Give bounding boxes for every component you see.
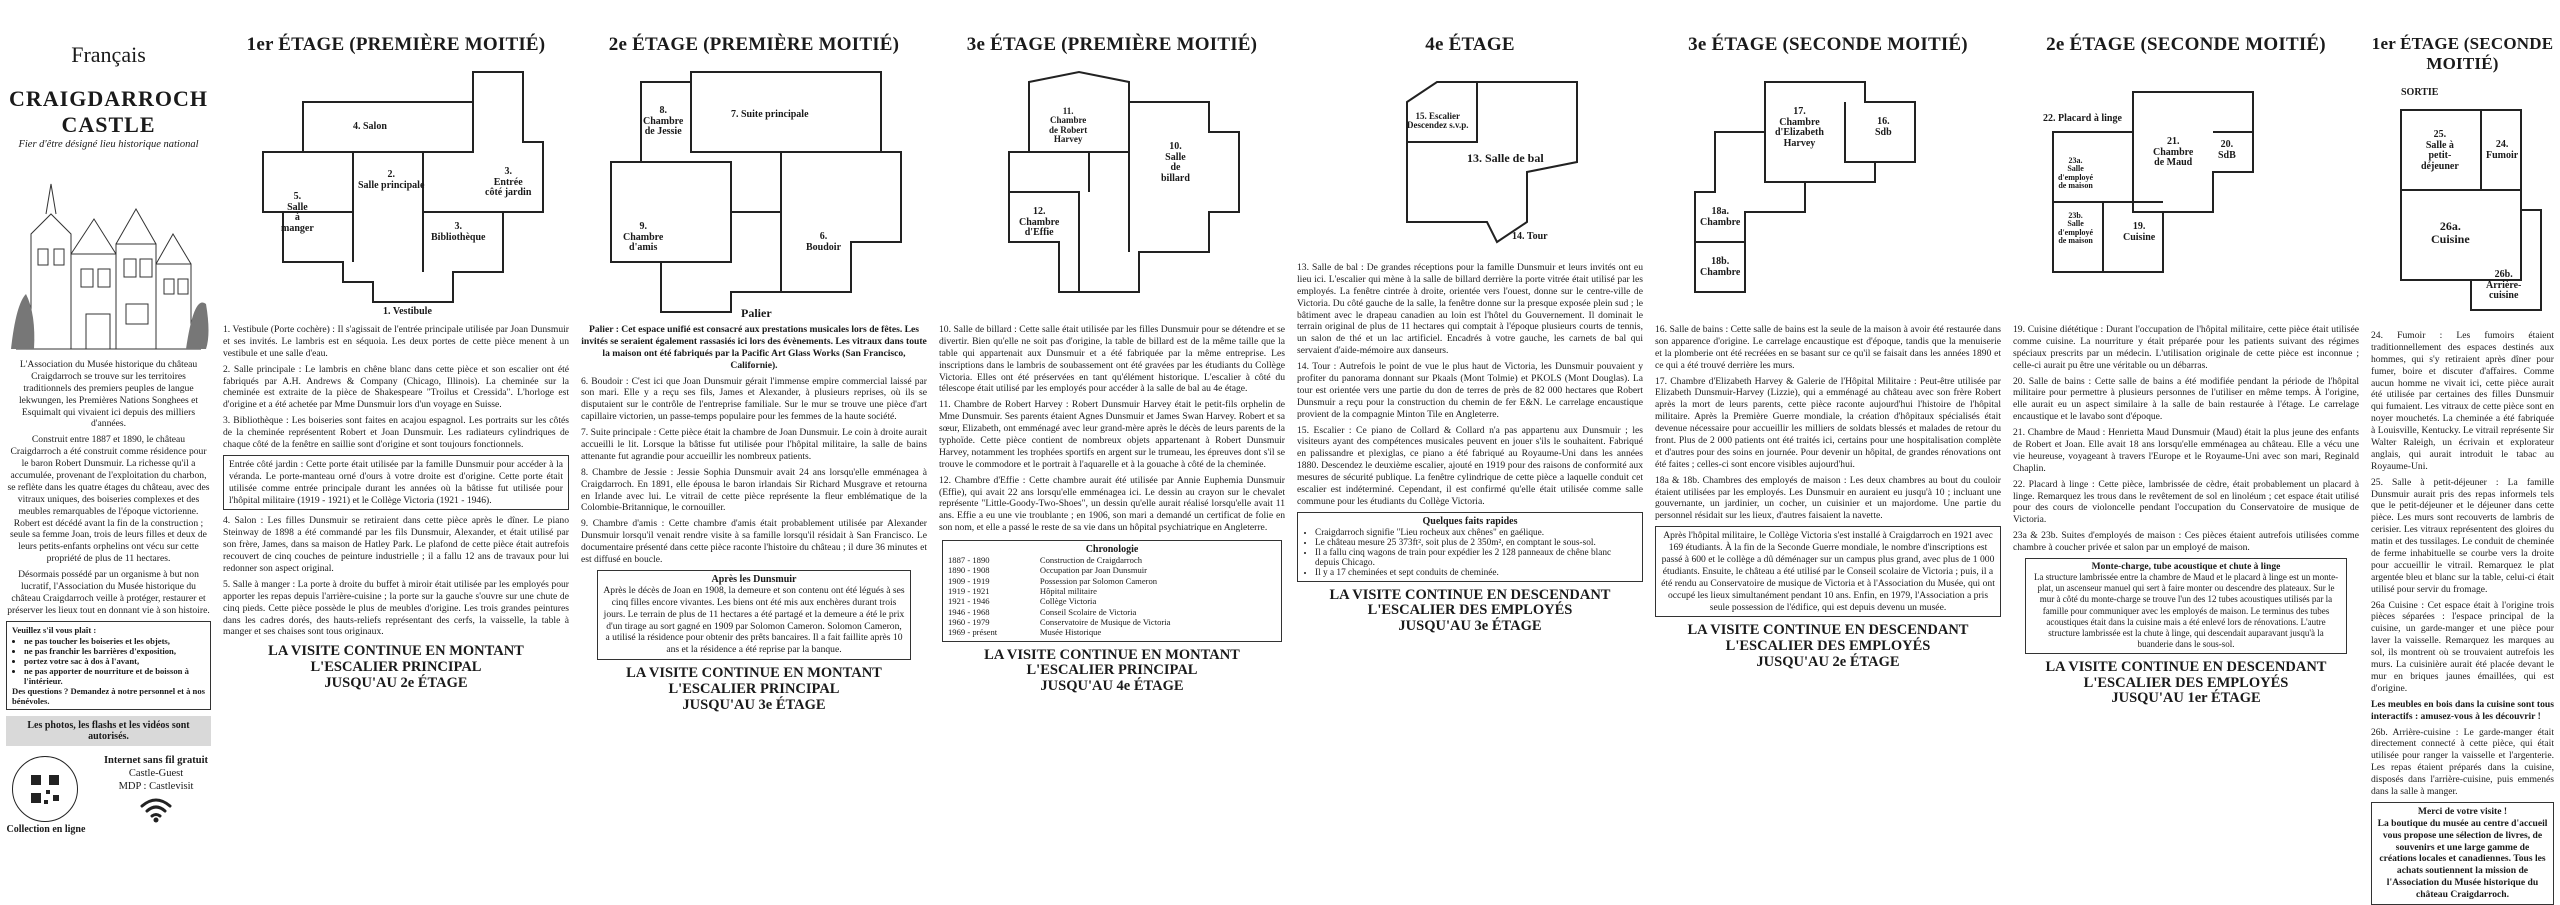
visitor-rules-box (6, 621, 211, 710)
room-label: 21. Chambre de Maud (2153, 136, 2194, 168)
rule-item: • ne pas apporter de nourriture et de boisson à l'intérieur. (24, 666, 205, 686)
wifi-icon (139, 797, 173, 823)
table-row: 1909 - 1919 Possession par Solomon Cameron (948, 575, 1158, 586)
room-label: 8. Chambre de Jessie (643, 105, 684, 137)
room-label: 18b. Chambre (1700, 256, 1741, 278)
room-description: 1. Vestibule (Porte cochère) : Il s'agissait de l'entrée principale utilisée par Joan Dunsmuir et ses invités. Le lambris est en séquoia. Les deux portes de cette pièce menent à un vestibule et une salle d'eau. (223, 324, 569, 359)
rules-title: Veuillez s'il vous plaît : (12, 624, 97, 635)
room-label: 16. Sdb (1875, 116, 1892, 138)
room-description: 15. Escalier : Ce piano de Collard & Collard n'a pas appartenu aux Dunsmuir ; les visiteurs ayant des compétences musicales peuvent en jouer s'ils le souhaitent. Fabriqué en palissandre et plexiglas, ce piano a été fabriqué au Royaume-Uni dans les années 1880. Descendez le deuxième escalier, ajouté en 1919 pour des raisons de conformité aux mesures de sécurité publique. La fenêtre cylindrique de cette pièce a laquelle conduit cet escalier est indéterminé. Cependant, il est confirmé qu'elle était utilisée comme salle commune pour les étudiants du Collège Victoria. (1297, 424, 1643, 507)
box-text: La structure lambrissée entre la chambre de Maud et le placard à linge est un monte-plat, un ascenseur manuel qui sert à faire monter ou descendre des plateaux. Sur le mur à côté du monte-charge se trouve l'un des 12 tubes acoustiques utilisés par la famille pour communiquer avec les employés de maison. Le terminus des tubes acoustiques était dans la cuisine mais a été enlevé lors de rénovations. L'autre structure lambrissée est la chute à linge, qui descendait auparavant jusqu'à la buanderie dans le sous-sol. (2033, 572, 2339, 649)
table-row: 1890 - 1908 Occupation par Joan Dunsmuir (948, 565, 1148, 576)
floor-plan (1297, 62, 1643, 262)
section-heading: 4e ÉTAGE (1425, 34, 1515, 55)
tour-direction: LA VISITE CONTINUE EN DESCENDANT L'ESCALIER DES EMPLOYÉS JUSQU'AU 3e ÉTAGE (1329, 586, 1611, 635)
section-heading: 3e ÉTAGE (SECONDE MOITIÉ) (1688, 34, 1968, 55)
section-heading: 1er ÉTAGE (SECONDE MOITIÉ) (2371, 34, 2554, 73)
fact-item: • Le château mesure 25 373ft², soit plus de 2 350m², en comptant le sous-sol. (1315, 538, 1637, 548)
wifi-password: MDP : Castlevisit (118, 780, 194, 792)
room-label: 19. Cuisine (2123, 221, 2156, 243)
section-heading: 1er ÉTAGE (PREMIÈRE MOITIÉ) (246, 34, 546, 55)
room-description: 13. Salle de bal : De grandes réceptions pour la famille Dunsmuir et leurs invités ont eu lieu ici. L'escalier qui mène à la salle de billard derrière la porte vitrée était utilisé par les employés. La fenêtre cintrée à droite, orientée vers l'ouest, donne sur le centre-ville de Victoria. Du côté gauche de la salle, la fenêtre donne sur la presque exposée plein sud ; le bâtiment avec le drapeau canadien au loin est l'hôtel du Gouvernement. Il dominait le terrain original de plus de 11 hectares qui comptait à l'époque plusieurs courts de tennis, un salon de thé et un lac artificiel. Encadrés à votre gauche, les carnets de bal qui servaient d'aide-mémoire aux danseurs. (1297, 262, 1643, 357)
table-row: 1919 - 1921 Hôpital militaire (948, 586, 1097, 597)
room-label: 6. Boudoir (806, 231, 842, 253)
floor4-column (1291, 0, 1649, 801)
room-label: 11. Chambre de Robert Harvey (1049, 106, 1088, 145)
fact-item: • Il a fallu cinq wagons de train pour expédier les 2 128 panneaux de chêne blanc depuis Chicago. (1315, 548, 1637, 568)
room-label: 23a. Salle d'employé de maison (2058, 156, 2094, 191)
floor-plan-drawing (939, 62, 1285, 324)
room-description: 21. Chambre de Maud : Henrietta Maud Dunsmuir (Maud) était la plus jeune des enfants de Robert et Joan. Elle avait 18 ans lorsqu'elle emménagea au château. Elle a vécu une vie heureuse, voyageant à travers l'Europe et le Royaume-Uni avec son mari, Reginald Chaplin. (2013, 427, 2359, 474)
room-description: 12. Chambre d'Effie : Cette chambre aurait été utilisée par Annie Euphemia Dunsmuir (Effie), qui avait 22 ans lorsqu'elle emménagea ici. Le dessin au crayon sur le chevalet représente "Little-Goody-Two-Shoes", un dessin qu'elle aurait réalisé lorsqu'elle avait 11 ans. Effie a eu une vie troublante ; en 1906, son mari a demandé un certificat de folie en son nom, et elle a passé le reste de sa vie dans un hôpital psychiatrique en Angleterre. (939, 474, 1285, 534)
floor-plan-drawing (1655, 62, 2001, 324)
castle-illustration (6, 154, 211, 359)
room-label: 26a. Cuisine (2431, 219, 2470, 246)
floor-plan-drawing (2371, 80, 2554, 330)
wifi-info (96, 754, 216, 828)
qr-code-icon[interactable] (12, 756, 78, 822)
exit-label: SORTIE (2401, 87, 2439, 98)
room-description: 8. Chambre de Jessie : Jessie Sophia Dunsmuir avait 24 ans lorsqu'elle emménagea à Craigdarroch. En 1891, elle épousa le baron irlandais Sir Richard Musgrave et retourna en Irlande avec lui. Le vitrail de cette pièce représente la fleur emblématique de la Colombie-Britannique, le cornouiller. (581, 466, 927, 514)
room-description: 6. Boudoir : C'est ici que Joan Dunsmuir gérait l'immense empire commercial laissé par son mari. Elle y a reçu ses fils, James et Alexander, à plusieurs reprises, où ils se disputaient sur le contrôle de l'entreprise familiale. Sur le mur se trouve une pièce d'art capillaire victorien, un passe-temps populaire pour les femmes de la haute société. (581, 375, 927, 423)
box-title: Après les Dunsmuir (711, 573, 797, 585)
intro-paragraph-1: L'Association du Musée historique du château Craigdarroch se trouve sur les territoires traditionnels des premiers peuples de langue lekwungen, les Premières Nations Songhees et Esquimalt qui vivaient ici depuis des milliers d'années. (18, 359, 199, 430)
section-heading: 2e ÉTAGE (PREMIÈRE MOITIÉ) (608, 34, 900, 55)
room-label: 22. Placard à linge (2043, 113, 2122, 124)
room-label: 2. Salle principale (358, 169, 425, 191)
room-label: 4. Salon (353, 121, 387, 132)
room-description: 14. Tour : Autrefois le point de vue le plus haut de Victoria, les Dunsmuir pouvaient y profiter du panorama donnant sur Pkaals (Mont Tolmie) et PKOLS (Mont Douglas). La tour est orientée vers une partie du don de terres de près de 82 000 hectares que Robert Dunsmuir a reçu pour la construction du chemin de fer E&N. Le carrelage encaustique provient de la compagnie Minton Tile en Angleterre. (1297, 361, 1643, 420)
room-description: 25. Salle à petit-déjeuner : La famille Dunsmuir aurait pris des repas informels tels que le petit-déjeuner et le déjeuner dans cette pièce. Les murs sont recouverts de lambris de cerisier. Les vitraux représentent des gloires du matin et des tussilages. Le conduit de cheminée de ferme inhabituelle se courbe vers la droite pour accueillir le vitrail. Remarquez le plat argentée bleu et blanc sur la table, celui-ci était utilisé pour servir du fromage. (2371, 476, 2554, 595)
intro-paragraph-3: Désormais possédé par un organisme à but non lucratif, l'Association du Musée historique du château Craigdarroch veille à protéger, restaurer et préserver les lieux tout en donnant vie à son histoire. (7, 569, 210, 616)
after-dunsmuir-box (597, 570, 911, 660)
tour-direction: LA VISITE CONTINUE EN MONTANT L'ESCALIER PRINCIPAL JUSQU'AU 4e ÉTAGE (984, 646, 1240, 694)
room-label: 20. SdB (2218, 139, 2236, 161)
floor-plan-drawing (581, 62, 927, 324)
room-label: 5. Salle à manger (281, 191, 314, 234)
room-description: 26a Cuisine : Cet espace était à l'origine trois pièces séparées : l'espace principal de la cuisine, un garde-manger et une pièce pour laver la vaisselle. Remarquez les marques au sol, ils montrent où se trouvaient autrefois les murs. La cuisinière aurait été placée devant le mur en briques jaunes émaillées, qui est d'origine. (2371, 599, 2554, 694)
room-label: 12. Chambre d'Effie (1019, 206, 1060, 238)
room-description: 18a & 18b. Chambres des employés de maison : Les deux chambres au bout du couloir étaient utilisées par les employés. Les Dunsmuir en auraient eu jusqu'à 10 ; incluant une gouvernante, un jardinier, un cocher, un cuisinier et un majordome. Une partie du personnel résidait sur les lieux, d'autres faisaient la navette. (1655, 474, 2001, 522)
floor3-second-half-column (1649, 0, 2007, 801)
thanks-box: Merci de votre visite ! La boutique du musée au centre d'accueil vous propose une sélection de livres, de souvenirs et une large gamme de créations locales et canadiennes. Tous les achats soutiennent la mission de l'Association du Musée historique du château Craigdarroch. (2371, 802, 2554, 905)
floor1-second-half-column (2365, 0, 2560, 901)
fact-item: • Craigdarroch signifie "Lieu rocheux aux chênes" en gaélique. (1315, 528, 1637, 538)
interactive-note: Les meubles en bois dans la cuisine sont tous interactifs : amusez-vous à les découvrir ! (2371, 698, 2554, 722)
tour-direction: LA VISITE CONTINUE EN MONTANT L'ESCALIER PRINCIPAL JUSQU'AU 2e ÉTAGE (268, 643, 524, 691)
room-label: 15. Escalier Descendez s.v.p. (1407, 111, 1469, 131)
room-description: 2. Salle principale : Le lambris en chêne blanc dans cette pièce et son escalier ont été fabriqués par A.H. Andrews & Company (Chicago, Illinois). La cheminée sur la cheminée est extraite de la pièce de Shakespeare "Troilus et Cressida". L'horloge est d'origine et a été achetée par Mme Dunsmuir lors d'un voyage en Suisse. (223, 363, 569, 411)
section-heading: 3e ÉTAGE (PREMIÈRE MOITIÉ) (966, 34, 1258, 55)
intro-paragraph-2: Construit entre 1887 et 1890, le château Craigdarroch a été construit comme résidence pour le baron Robert Dunsmuir. La richesse qu'il a accumulée, provenant de l'exploitation du charbon, se reflète dans les quatre étages du château, avec des vitraux uniques, des boiseries complexes et des meubles remarquables de l'époque victorienne. Robert est décédé avant la fin de la construction ; seule sa femme Joan, trois de leurs filles et deux de leurs petits-enfants orphelins ont vécu sur cette propriété de plus de 11 hectares. (7, 434, 210, 565)
rule-item: • portez votre sac à dos à l'avant, (24, 656, 205, 666)
room-label: 24. Fumoir (2486, 139, 2519, 161)
room-description: 9. Chambre d'amis : Cette chambre d'amis était probablement utilisée par Alexander Dunsmuir lorsqu'il venait rendre visite à sa famille lorsqu'il résidait à San Francisco. Le documentaire présenté dans cette pièce raconte l'histoire du château ; il dure 36 minutes et est diffusé en boucle. (581, 518, 927, 566)
online-collection-label[interactable]: Collection en ligne (6, 823, 86, 835)
room-description: 5. Salle à manger : La porte à droite du buffet à miroir était utilisée par les employés pour apporter les repas depuis l'arrière-cuisine ; la porte sur la gauche s'ouvre sur une chute de cinq pieds. Cette pièce possède le plus de meubles d'origine. Les trois grandes peintures dans les cadres dorés, des hauts-reliefs représentant des cerfs, la vaisselle, la table à manger et ses chaises sont tous originaux. (223, 578, 569, 638)
chronology-title: Chronologie (1085, 544, 1139, 556)
garden-entrance-box: Entrée côté jardin : Cette porte était utilisée par la famille Dunsmuir pour accéder à la véranda. Le porte-manteau orné d'ours à votre droite est d'origine. Cette porte était utilisée comme entrée principale durant les années où la bâtisse fut utilisée pour l'hôpital militaire (1919 - 1921) et le Collège Victoria (1921 - 1946). (223, 455, 569, 511)
table-row: 1887 - 1890 Construction de Craigdarroch (948, 555, 1143, 566)
quick-facts-box (1297, 512, 1643, 582)
room-label: Palier (741, 306, 772, 320)
room-description: 4. Salon : Les filles Dunsmuir se retiraient dans cette pièce après le dîner. Le piano Steinway de 1898 a été commandé par les fils Dunsmuir, Alexander, et était utilisé par son frère, James, dans sa maison de Hatley Park. Le plafond de cette pièce était autrefois recouvert de cinq couches de peinture industrielle ; il a fallu 12 ans de travaux pour lui redonner son aspect original. (223, 515, 569, 575)
table-row: 1946 - 1968 Conseil Scolaire de Victoria (948, 606, 1137, 617)
room-label: 17. Chambre d'Elizabeth Harvey (1775, 106, 1824, 149)
floor3-first-half-column (933, 0, 1291, 801)
wifi-network: Castle-Guest (128, 767, 184, 779)
intro-column (0, 0, 217, 835)
room-description: 16. Salle de bains : Cette salle de bains est la seule de la maison à avoir été restaurée dans son apparence d'origine. Le carrelage encaustique est d'époque, tandis que la menuiserie et la plomberie ont été recréées en se basant sur ce qu'il se faisait dans les années 1890 et ce qui a été trouvé derrière les murs. (1655, 324, 2001, 371)
room-description: 24. Fumoir : Les fumoirs étaient traditionnellement des espaces destinés aux hommes, qui s'y retiraient après dîner pour fumer, boire et discuter d'affaires. Comme aucun homme ne vivait ici, cette pièce aurait été utilisée par certaines des filles Dunsmuir qui fumaient. Les vitraux de cette pièce sont en noyer mouchetés. La cheminée a été fabriquée à Louisville, Kentucky. Le vitrail représente Sir Walter Raleigh, un écrivain et explorateur anglais, qui aurait introduit le tabac au Royaume-Uni. (2371, 330, 2554, 472)
room-label: 18a. Chambre (1700, 206, 1741, 228)
rule-item: • ne pas franchir les barrières d'exposition, (24, 646, 205, 656)
room-label: 1. Vestibule (383, 306, 432, 317)
floor-plan (1655, 62, 2001, 324)
tour-direction: LA VISITE CONTINUE EN MONTANT L'ESCALIER PRINCIPAL JUSQU'AU 3e ÉTAGE (626, 665, 882, 713)
dumbwaiter-box (2025, 558, 2347, 654)
room-description: 3. Bibliothèque : Les boiseries sont faites en acajou espagnol. Les portraits sur les côtés de la cheminée représentent Robert et Joan Dunsmuir. Les radiateurs cylindriques de chaque côté de la fenêtre en saillie sont d'origine et sont toujours fonctionnels. (223, 415, 569, 451)
room-label: 25. Salle à petit- déjeuner (2421, 129, 2459, 172)
room-description: 20. Salle de bains : Cette salle de bains a été modifiée pendant la période de l'hôpital militaire pour permettre à plusieurs personnes de l'utiliser en même temps. À l'origine, elle aurait eu un aspect similaire à la salle de bain restaurée à l'étage. Le carrelage encaustique et le lavabo sont d'époque. (2013, 375, 2359, 423)
wifi-title: Internet sans fil gratuit (103, 754, 209, 766)
room-description: 11. Chambre de Robert Harvey : Robert Dunsmuir Harvey était le petit-fils orphelin de Mme Dunsmuir. Ses parents étaient Agnes Dunsmuir et James Swan Harvey. Robert et sa sœur, Elizabeth, ont emménagé avec leur grand-mère après le décès de leurs parents de la typhoïde. Cette pièce contient de nombreux objets appartenant à Robert Dunsmuir Harvey, notamment les trophées sportifs en argent sur le trumeau, les épreuves dont s'il se trouve le commodore et le portrait à l'aquarelle et à la gouache à côté de la cheminée. (939, 399, 1285, 470)
tour-direction: LA VISITE CONTINUE EN DESCENDANT L'ESCALIER DES EMPLOYÉS JUSQU'AU 2e ÉTAGE (1687, 622, 1969, 670)
room-label: 7. Suite principale (731, 109, 809, 120)
floor-plan-drawing (2013, 62, 2359, 324)
room-description: 10. Salle de billard : Cette salle était utilisée par les filles Dunsmuir pour se détendre et se divertir. Bien qu'elle ne soit pas d'origine, la table de billard est de la même taille que la table qui appartenait aux Dunsmuir et a été fabriquée par la même entreprise. Les inscriptions dans le lambris de soubassement ont été gravées par les étudiants du Collège Victoria. Elles ont été préservées en tant qu'élément historique. L'escalier à côté du télescope était utilisé par les employés pour accéder à la salle de bal au 4e étage. (939, 324, 1285, 395)
room-label: 3. Bibliothèque (431, 221, 486, 243)
room-label: 9. Chambre d'amis (623, 221, 664, 253)
room-description: 17. Chambre d'Elizabeth Harvey & Galerie de l'Hôpital Militaire : Peut-être utilisée par Elizabeth Dunsmuir-Harvey (Lizzie), qui a emménagé au château avec son frère Robert après la mort de leurs parents, cette pièce raconte aujourd'hui l'histoire de l'hôpital militaire. Après la Première Guerre mondiale, la création d'hôpitaux spécialisés était devenue nécessaire pour accueillir les milliers de soldats blessés et malades de retour du front. Plus de 2 000 patients ont été traités ici, certains pour une hospitalisation complète et d'autres pour des soins en journée. Pour devenir un hôpital, de grandes rénovations ont été faites ; celles-ci sont encore visibles aujourd'hui. (1655, 375, 2001, 470)
chronology-table (947, 555, 1277, 638)
floor2-first-half-column (575, 0, 933, 801)
table-row: 1969 - présent Musée Historique (948, 627, 1102, 638)
table-row: 1921 - 1946 Collège Victoria (948, 596, 1097, 607)
floor-plan (2013, 62, 2359, 324)
photos-note: Les photos, les flashs et les vidéos sont autorisés. (6, 716, 211, 746)
questions-note: Des questions ? Demandez à notre personnel et à nos bénévoles. (12, 685, 205, 706)
floor-plan (939, 62, 1285, 324)
rule-item: • ne pas toucher les boiseries et les objets, (24, 636, 205, 646)
tour-direction: LA VISITE CONTINUE EN DESCENDANT L'ESCALIER DES EMPLOYÉS JUSQU'AU 1er ÉTAGE (2045, 659, 2327, 707)
room-label: 14. Tour (1512, 231, 1548, 242)
room-description: 23a & 23b. Suites d'employés de maison : Ces pièces étaient autrefois utilisées comme chambre à coucher privée et salon par un employé de maison. (2013, 530, 2359, 554)
landing-description: Palier : Cet espace unifié est consacré aux prestations musicales lors de fêtes. Les invités se seraient également rassasiés ici lors des évènements. Les vitraux dans toute la maison ont été fabriqués par la Pacific Art Glass Works (San Francisco, Californie). (581, 324, 927, 371)
room-label: 3. Entrée côté jardin (485, 166, 532, 198)
room-description: 7. Suite principale : Cette pièce était la chambre de Joan Dunsmuir. Le coin à droite aurait accueilli le lit. Lorsque la bâtisse fut utilisée pour l'hôpital militaire, la salle de bains attenante fut agrandie pour accueillir les nombreux patients. (581, 427, 927, 462)
room-label: 23b. Salle d'employé de maison (2058, 211, 2094, 246)
floor1-first-half-column (217, 0, 575, 801)
after-hospital-box: Après l'hôpital militaire, le Collège Victoria s'est installé à Craigdarroch en 1921 avec 169 étudiants. À la fin de la Seconde Guerre mondiale, le nombre d'inscriptions est passé à 600 et le collège a dû déménager sur un campus plus grand, avec plus de 1 000 étudiants. Ensuite, le château a été utilisé par le Conseil scolaire de Victoria ; puis, il a été rendu au Conservatoire de musique de Victoria et à l'Association du Musée, qui ont occupé les lieux simultanément pendant 10 ans. Enfin, en 1979, l'Association a pris seule possession de l'édifice, qui est depuis devenu un musée. (1655, 526, 2001, 617)
facts-title: Quelques faits rapides (1422, 515, 1518, 527)
language-label: Français (71, 42, 146, 67)
room-label: 13. Salle de bal (1467, 151, 1544, 165)
floor2-second-half-column (2007, 0, 2365, 801)
room-description: 26b. Arrière-cuisine : Le garde-manger était directement connecté à cette pièce, qui était utilisée pour ranger la vaisselle et l'argenterie. Les repas étaient préparés dans la cuisine, disposés dans l'arrière-cuisine, puis emmenés dans la salle à manger. (2371, 726, 2554, 797)
chronology-box (942, 540, 1282, 642)
room-description: 22. Placard à linge : Cette pièce, lambrissée de cèdre, était probablement un placard à linge. Remarquez les trous dans le revêtement de sol en linoléum ; cet espace était utilisé pour des cours de violoncelle pendant l'occupation du Conservatoire de musique de Victoria. (2013, 478, 2359, 526)
box-text: Après le décès de Joan en 1908, la demeure et son contenu ont été légués à ses cinq filles encore vivantes. Les biens ont été mis aux enchères durant trois jours. Le terrain de plus de 11 hectares a été partagé et la demeure a été le prix d'un tirage au sort gagné en 1909 par Solomon Cameron. Solomon Cameron, a utilisé la résidence pour obtenir des prêts bancaires. Il a fait faillite après 10 ans et la résidence a été reprise par la banque. (603, 584, 905, 656)
box-title: Monte-charge, tube acoustique et chute à linge (2091, 562, 2281, 573)
room-description: 19. Cuisine diététique : Durant l'occupation de l'hôpital militaire, cette pièce était utilisée comme cuisine. La nourriture y était préparée pour les patients suivant des régimes spéciaux prescrits par un médecin. L'utilisation originale de cette pièce est inconnue ; celle-ci aurait pu être une véritable ou un débarras. (2013, 324, 2359, 371)
room-label: 26b. Arrière- cuisine (2486, 269, 2522, 301)
table-row: 1960 - 1979 Conservatoire de Musique de Victoria (948, 617, 1171, 628)
room-label: 10. Salle de billard (1161, 141, 1190, 184)
fact-item: • Il y a 17 cheminées et sept conduits de cheminée. (1315, 568, 1637, 578)
section-heading: 2e ÉTAGE (SECONDE MOITIÉ) (2046, 34, 2326, 55)
logo: CRAIGDARROCH CASTLE (9, 86, 208, 137)
tagline: Fier d'être désigné lieu historique national (18, 139, 199, 150)
floor-plan (223, 62, 569, 324)
floor-plan (581, 62, 927, 324)
floor-plan (2371, 80, 2554, 330)
